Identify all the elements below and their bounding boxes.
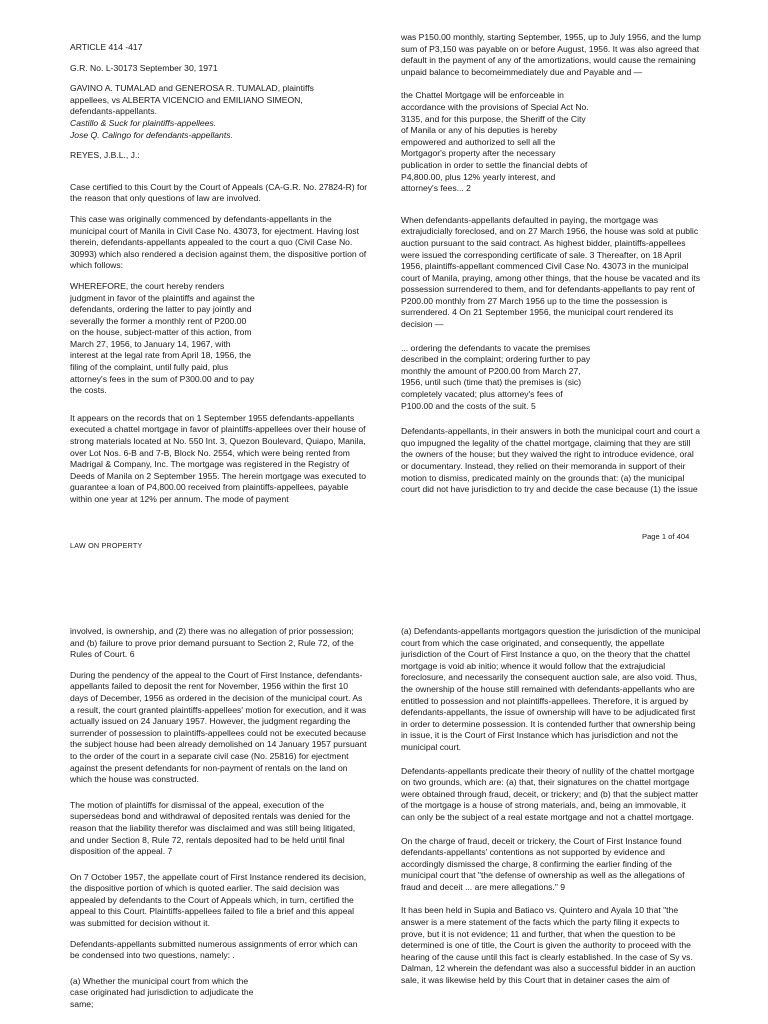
counsel-line-1: Castillo & Suck for plaintiffs-appellees. bbox=[70, 117, 217, 128]
paragraph: When defendants-appellants defaulted in paying, the mortgage was extrajudicially foreclosed, and on 27 March 1956, the house was sold at public auction pursuant to the said contract. As highest bidder, plaintiffs-appellees were issued the corresponding certificate of sale. 3 Thereafter, on 18 April 1956, plaintiffs-appellant commenced Civil Case No. 43073 in the municipal court of Manila, praying, among other things, that the house be vacated and its possession surrendered to them, and for defendants-appellants to pay rent of P200.00 monthly from 27 March 1956 up to the time the possession is surrendered. 4 On 21 September 1956, the municipal court rendered its decision — bbox=[401, 214, 701, 330]
paragraph: During the pendency of the appeal to the Court of First Instance, defendants-appellants failed to deposit the rent for November, 1956 within the first 10 days of December, 1956 as ordered in the decision of the municipal court. As a result, the court granted plaintiffs-appellees' motion for execution, and it was actually issued on 24 January 1957. However, the judgment regarding the surrender of possession to plaintiffs-appellees could not be executed because the subject house had been already demolished on 14 January 1957 pursuant to the order of the court in a separate civil case (No. 25816) for ejectment against the present defendants for non-payment of rentals on the land on which the house was constructed. bbox=[70, 669, 367, 785]
case-number: G.R. No. L-30173 September 30, 1971 bbox=[70, 62, 218, 73]
parties-line-3: defendants-appellants. bbox=[70, 106, 157, 117]
page-2 bbox=[0, 612, 768, 1024]
counsel-line-2: Jose Q. Calingo for defendants-appellants. bbox=[70, 129, 233, 140]
block-quote: ... ordering the defendants to vacate the premises described in the complaint; ordering further to pay monthly the amount of P200.00 from March 27, 1956, until such (time that) the premises is (sic) completely vacated; plus attorney's fees of P100.00 and the costs of the suit. 5 bbox=[401, 342, 591, 411]
paragraph: Defendants-appellants submitted numerous assignments of error which can be condensed into two questions, namely: . bbox=[70, 938, 358, 961]
paragraph: Defendants-appellants predicate their theory of nullity of the chattel mortgage on two grounds, which are: (a) that, their signatures on the chattel mortgage were obtained through fraud, deceit, or trickery; and (b) that the subject matter of the mortgage is a house of strong materials, and, being an immovable, it can only be the subject of a real estate mortgage and not a chattel mortgage. bbox=[401, 765, 699, 822]
block-quote: WHEREFORE, the court hereby renders judgment in favor of the plaintiffs and against the defendants, ordering the latter to pay jointly and severally the former a monthly rent of P200.00 on the house, subject-matter of this action, from March 27, 1956, to January 14, 1967, with interest at the legal rate from April 18, 1956, the filing of the complaint, until fully paid, plus attorney's fees in the sum of P300.00 and to pay the costs. bbox=[70, 280, 255, 396]
paragraph: involved, is ownership, and (2) there was no allegation of prior possession; and (b) failure to prove prior demand pursuant to Section 2, Rule 72, of the Rules of Court. 6 bbox=[70, 626, 354, 660]
paragraph: This case was originally commenced by defendants-appellants in the municipal court of Manila in Civil Case No. 43073, for ejectment. Having lost therein, defendants-appellants appealed to the court a quo (Civil Case No. 30993) which also rendered a decision against them, the dispositive portion of which follows: bbox=[70, 213, 367, 271]
page-gap bbox=[0, 560, 768, 612]
paragraph: On 7 October 1957, the appellate court of First Instance rendered its decision, the dispositive portion of which is quoted earlier. The said decision was appealed by defendants to the Court of Appeals which, in turn, certified the appeal to this Court. Plaintiffs-appellees failed to file a brief and this appeal was submitted for decision without it. bbox=[70, 871, 367, 929]
paragraph: The motion of plaintiffs for dismissal of the appeal, execution of the supersedeas bond and withdrawal of deposited rentals was denied for the reason that the liability therefor was disclaimed and was still being litigated, and under Section 8, Rule 72, rentals deposited had to be held until final disposition of the appeal. 7 bbox=[70, 799, 356, 857]
page2-left-column bbox=[70, 626, 368, 1020]
page-number: Page 1 of 404 bbox=[642, 532, 690, 541]
paragraph: On the charge of fraud, deceit or trickery, the Court of First Instance found defendants-appellants' contentions as not supported by evidence and accordingly dismissed the charge, 8 confirming the earlier finding of the municipal court that "the defense of ownership as well as the allegations of fraud and deceit ... are mere allegations." 9 bbox=[401, 835, 685, 892]
parties-line-1: GAVINO A. TUMALAD and GENEROSA R. TUMALAD, plaintiffs bbox=[70, 83, 314, 94]
paragraph: (a) Defendants-appellants mortgagors question the jurisdiction of the municipal court from which the case originated, and consequently, the appellate jurisdiction of the Court of First Instance a quo, on the theory that the chattel mortgage is void ab initio; whence it would follow that the extrajudicial foreclosure, and necessarily the consequent auction sale, are also void. Thus, the ownership of the house still remained with defendants-appellants who are entitled to possession and not plaintiffs-appellees. Therefore, it is argued by defendants-appellants, the issue of ownership will have to be adjudicated first in order to determine possession. It is contended further that ownership being in issue, it is the Court of First Instance which has jurisdiction and not the municipal court. bbox=[401, 626, 701, 752]
article-heading: ARTICLE 414 -417 bbox=[70, 42, 143, 52]
paragraph: It has been held in Supia and Batiaco vs. Quintero and Ayala 10 that "the answer is a mere statement of the facts which the party filing it expects to prove, but it is not evidence; 11 and further, that when the question to be determined is one of title, the Court is given the authority to proceed with the hearing of the cause until this fact is clearly established. In the case of Sy vs. Dalman, 12 wherein the defendant was also a successful bidder in an auction sale, it was likewise held by this Court that in detainer cases the aim of bbox=[401, 905, 696, 986]
block-quote: (a) Whether the municipal court from which the case originated had jurisdiction to adjudicate the same; bbox=[70, 975, 254, 1010]
paragraph: Defendants-appellants, in their answers in both the municipal court and court a quo impugned the legality of the chattel mortgage, claiming that they are still the owners of the house; but they waived the right to introduce evidence, oral or documentary. Instead, they relied on their memoranda in support of their motion to dismiss, predicated mainly on the grounds that: (a) the municipal court did not have jurisdiction to try and decide the case because (1) the issue bbox=[401, 426, 701, 495]
page1-left-column bbox=[70, 42, 368, 515]
parties-line-2: appellees, vs ALBERTA VICENCIO and EMILIANO SIMEON, bbox=[70, 94, 303, 105]
block-quote: the Chattel Mortgage will be enforceable in accordance with the provisions of Special Act No. 3135, and for this purpose, the Sheriff of the City of Manila or any of his deputies is hereby empowered and authorized to sell all the Mortgagor's property after the necessary publication in order to settle the financial debts of P4,800.00, plus 12% yearly interest, and attorney's fees... 2 bbox=[401, 90, 589, 194]
case-parties bbox=[70, 83, 368, 141]
paragraph: It appears on the records that on 1 September 1955 defendants-appellants executed a chattel mortgage in favor of plaintiffs-appellees over their house of strong materials located at No. 550 Int. 3, Quezon Boulevard, Quiapo, Manila, over Lot Nos. 6-B and 7-B, Block No. 2554, which were being rented from Madrigal & Company, Inc. The mortgage was registered in the Registry of Deeds of Manila on 2 September 1955. The herein mortgage was executed to guarantee a loan of P4,800.00 received from plaintiffs-appellees, payable within one year at 12% per annum. The mode of payment bbox=[70, 412, 367, 504]
page2-right-column bbox=[401, 626, 701, 996]
footer-title: LAW ON PROPERTY bbox=[70, 541, 143, 550]
paragraph: was P150.00 monthly, starting September, 1955, up to July 1956, and the lump sum of P3,150 was payable on or before August, 1956. It was also agreed that default in the payment of any of the amortizations, would cause the remaining unpaid balance to becomeimmediately due and Payable and — bbox=[401, 32, 701, 77]
ponente: REYES, J.B.L., J.: bbox=[70, 150, 140, 161]
paragraph: Case certified to this Court by the Court of Appeals (CA-G.R. No. 27824-R) for the reason that only questions of law are involved. bbox=[70, 181, 368, 204]
page1-right-column bbox=[401, 32, 701, 505]
